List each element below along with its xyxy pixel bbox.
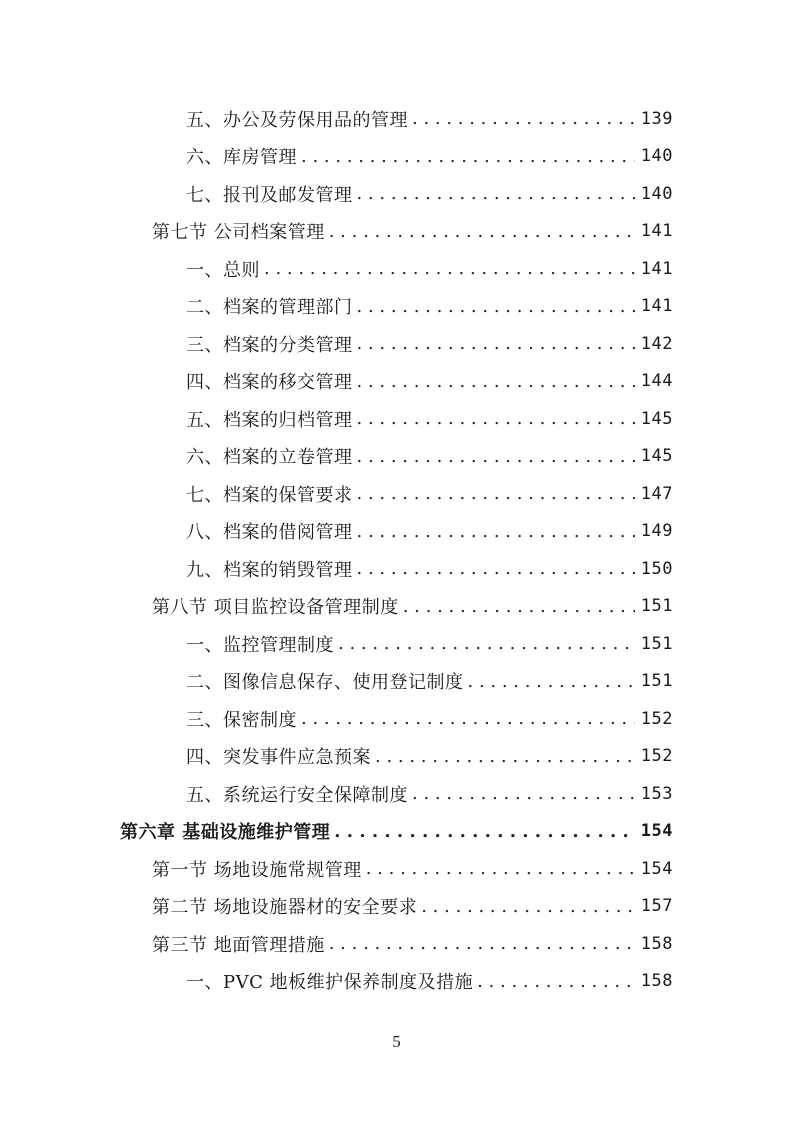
toc-entry-page: 139 [640, 108, 673, 129]
toc-entry-label: 第一节 场地设施常规管理 [152, 859, 362, 881]
toc-entry-page: 158 [640, 933, 673, 954]
toc-entry-page: 154 [640, 821, 673, 841]
toc-leader-dots [412, 775, 635, 812]
toc-entry-page: 144 [640, 371, 673, 391]
toc-entry-label: 一、PVC 地板维护保养制度及措施 [186, 972, 474, 993]
toc-entry[interactable] [186, 625, 673, 662]
toc-leader-dots [412, 100, 635, 137]
toc-entry-label: 第三节 地面管理措施 [152, 934, 325, 956]
toc-leader-dots [375, 738, 635, 775]
toc-entry-page: 153 [640, 783, 673, 804]
toc-entry-page: 145 [640, 446, 673, 466]
toc-entry[interactable] [186, 700, 673, 737]
toc-entry[interactable] [186, 963, 673, 1000]
toc-entry[interactable] [186, 738, 673, 775]
toc-entry-label: 三、档案的分类管理 [186, 334, 353, 356]
toc-leader-dots [357, 438, 635, 475]
toc-entry[interactable] [186, 288, 673, 325]
toc-entry[interactable] [186, 550, 673, 587]
toc-entry-label: 五、办公及劳保用品的管理 [186, 109, 408, 131]
toc-entry-page: 147 [640, 483, 673, 504]
toc-entry[interactable] [152, 588, 673, 625]
toc-leader-dots [334, 813, 635, 850]
toc-leader-dots [338, 625, 635, 662]
toc-leader-dots [357, 175, 635, 212]
toc-entry-page: 152 [640, 746, 673, 766]
toc-entry-label: 三、保密制度 [186, 709, 297, 731]
toc-leader-dots [357, 288, 635, 325]
toc-entry-page: 145 [640, 408, 673, 429]
toc-entry-page: 152 [640, 708, 673, 729]
toc-entry-page: 151 [640, 633, 673, 654]
toc-entry-page: 151 [640, 596, 673, 616]
toc-entry-label: 一、总则 [186, 259, 260, 281]
toc-entry[interactable] [186, 250, 673, 287]
toc-entry[interactable] [186, 100, 673, 137]
toc-leader-dots [264, 250, 635, 287]
toc-entry-page: 157 [640, 896, 673, 916]
toc-leader-dots [357, 550, 635, 587]
toc-entry[interactable] [186, 475, 673, 512]
toc-leader-dots [329, 925, 635, 962]
toc-entry-label: 八、档案的借阅管理 [186, 522, 353, 543]
toc-leader-dots [366, 850, 635, 887]
toc-entry-label: 第七节 公司档案管理 [152, 222, 325, 243]
toc-entry[interactable] [152, 850, 673, 887]
toc-entry-label: 四、档案的移交管理 [186, 372, 353, 393]
toc-leader-dots [357, 475, 635, 512]
toc-leader-dots [477, 963, 635, 1000]
toc-leader-dots [357, 400, 635, 437]
toc-entry[interactable] [152, 925, 673, 962]
toc-entry-label: 五、档案的归档管理 [186, 409, 353, 431]
toc-leader-dots [421, 888, 635, 925]
toc-entry-page: 150 [640, 558, 673, 579]
toc-leader-dots [357, 513, 635, 550]
toc-entry[interactable] [186, 400, 673, 437]
toc-entry-label: 七、档案的保管要求 [186, 484, 353, 506]
toc-entry-page: 149 [640, 521, 673, 541]
toc-leader-dots [357, 325, 635, 362]
toc-entry-page: 141 [640, 296, 673, 316]
toc-entry[interactable] [186, 363, 673, 400]
toc-entry-page: 141 [640, 221, 673, 241]
toc-leader-dots [301, 700, 635, 737]
toc-entry-label: 第二节 场地设施器材的安全要求 [152, 897, 418, 918]
toc-entry[interactable] [186, 325, 673, 362]
toc-entry[interactable] [186, 775, 673, 812]
toc-entry-page: 140 [640, 146, 673, 166]
toc-entry-label: 四、突发事件应急预案 [186, 747, 371, 768]
toc-entry-label: 第八节 项目监控设备管理制度 [152, 597, 399, 618]
toc-entry[interactable] [186, 175, 673, 212]
toc-entry-label: 一、监控管理制度 [186, 634, 334, 656]
toc-entry-label: 二、图像信息保存、使用登记制度 [186, 672, 464, 693]
toc-entry[interactable] [152, 213, 673, 250]
toc-entry-page: 141 [640, 258, 673, 279]
toc-entry-page: 158 [640, 971, 673, 991]
toc-entry-label: 六、档案的立卷管理 [186, 447, 353, 468]
toc-entry[interactable] [186, 138, 673, 175]
toc-entry-label: 九、档案的销毁管理 [186, 559, 353, 581]
toc-entry-page: 140 [640, 183, 673, 204]
toc-entry-label: 二、档案的管理部门 [186, 297, 353, 318]
toc-entry-page: 154 [640, 858, 673, 879]
toc-leader-dots [357, 363, 635, 400]
toc-leader-dots [403, 588, 635, 625]
toc-entry-label: 第六章 基础设施维护管理 [120, 822, 331, 843]
toc-entry[interactable] [152, 888, 673, 925]
page-number: 5 [392, 1032, 401, 1051]
toc-entry-label: 七、报刊及邮发管理 [186, 184, 353, 206]
toc-entry[interactable] [186, 663, 673, 700]
toc-leader-dots [301, 138, 635, 175]
toc-leader-dots [329, 213, 635, 250]
toc-entry-label: 六、库房管理 [186, 147, 297, 168]
toc-entry-label: 五、系统运行安全保障制度 [186, 784, 408, 806]
toc-entry-page: 151 [640, 671, 673, 691]
toc-entry[interactable] [186, 513, 673, 550]
toc-entry-chapter[interactable] [120, 813, 673, 850]
toc-entry-page: 142 [640, 333, 673, 354]
toc-entry[interactable] [186, 438, 673, 475]
toc-leader-dots [468, 663, 635, 700]
